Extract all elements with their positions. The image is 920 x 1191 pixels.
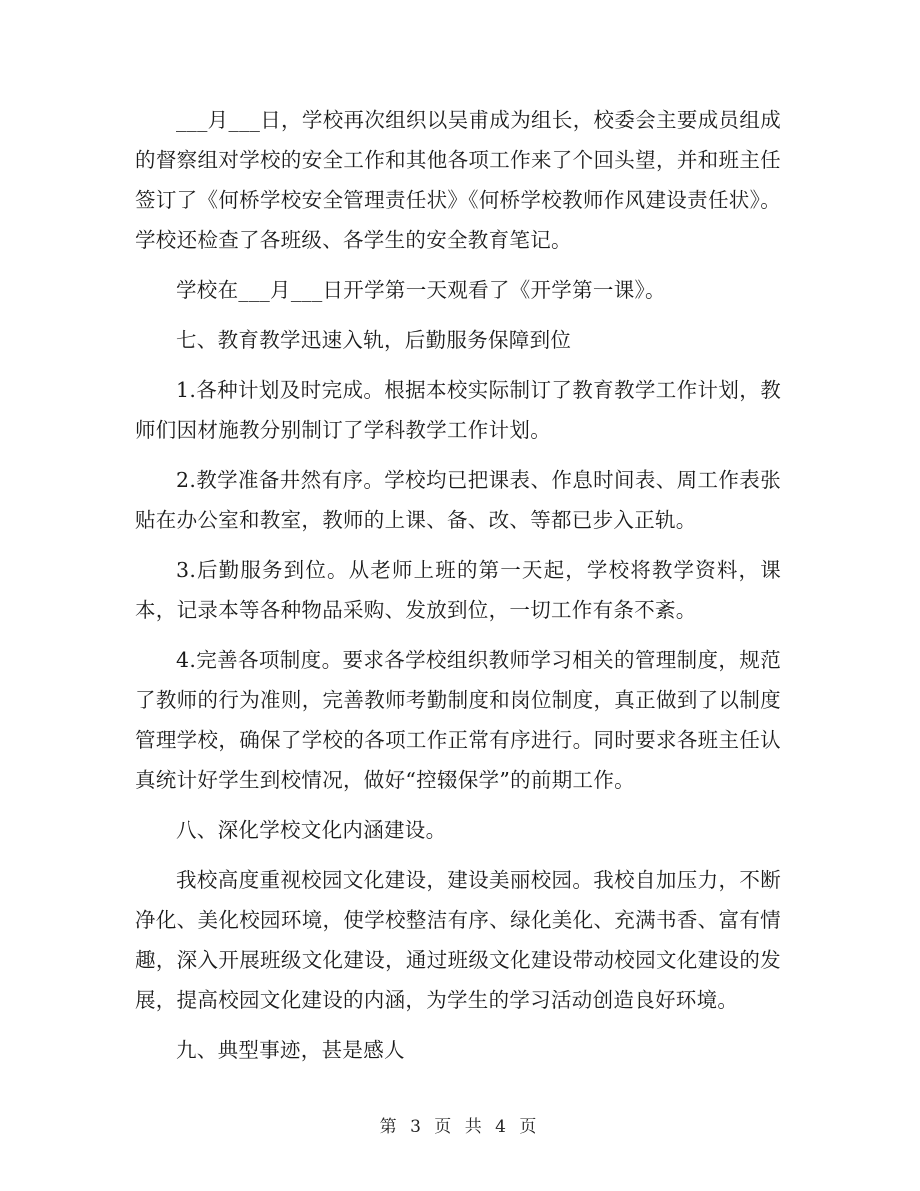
paragraph-plans: 1.各种计划及时完成。根据本校实际制订了教育教学工作计划，教师们因材施教分别制订了学科教学工作计划。 bbox=[135, 378, 781, 442]
section-heading-7: 七、教育教学迅速入轨，后勤服务保障到位 bbox=[176, 328, 572, 352]
section-heading-9: 九、典型事迹，甚是感人 bbox=[176, 1038, 405, 1062]
paragraph-first-lesson: 学校在___月___日开学第一天观看了《开学第一课》。 bbox=[176, 278, 666, 302]
paragraph-regulations: 4.完善各项制度。要求各学校组织教师学习相关的管理制度，规范了教师的行为准则，完善教师考勤制度和岗位制度，真正做到了以制度管理学校，确保了学校的各项工作正常有序进行。同时要求各班主任认真统计好学生到校情况，做好“控辍保学”的前期工作。 bbox=[135, 648, 781, 792]
paragraph-campus-culture: 我校高度重视校园文化建设，建设美丽校园。我校自加压力，不断净化、美化校园环境，使学校整洁有序、绿化美化、充满书香、富有情趣，深入开展班级文化建设，通过班级文化建设带动校园文化建设的发展，提高校园文化建设的内涵，为学生的学习活动创造良好环境。 bbox=[135, 868, 781, 1012]
section-heading-8: 八、深化学校文化内涵建设。 bbox=[176, 818, 447, 842]
document-body bbox=[135, 100, 781, 1070]
page-number-footer: 第 3 页 共 4 页 bbox=[379, 1117, 541, 1137]
paragraph-inspection: ___月___日，学校再次组织以吴甫成为组长，校委会主要成员组成的督察组对学校的安全工作和其他各项工作来了个回头望，并和班主任签订了《何桥学校安全管理责任状》《何桥学校教师作风建设责任状》。学校还检查了各班级、各学生的安全教育笔记。 bbox=[135, 108, 781, 252]
paragraph-preparation: 2.教学准备井然有序。学校均已把课表、作息时间表、周工作表张贴在办公室和教室，教师的上课、备、改、等都已步入正轨。 bbox=[135, 468, 781, 532]
paragraph-logistics: 3.后勤服务到位。从老师上班的第一天起，学校将教学资料，课本，记录本等各种物品采购、发放到位，一切工作有条不紊。 bbox=[135, 558, 781, 622]
